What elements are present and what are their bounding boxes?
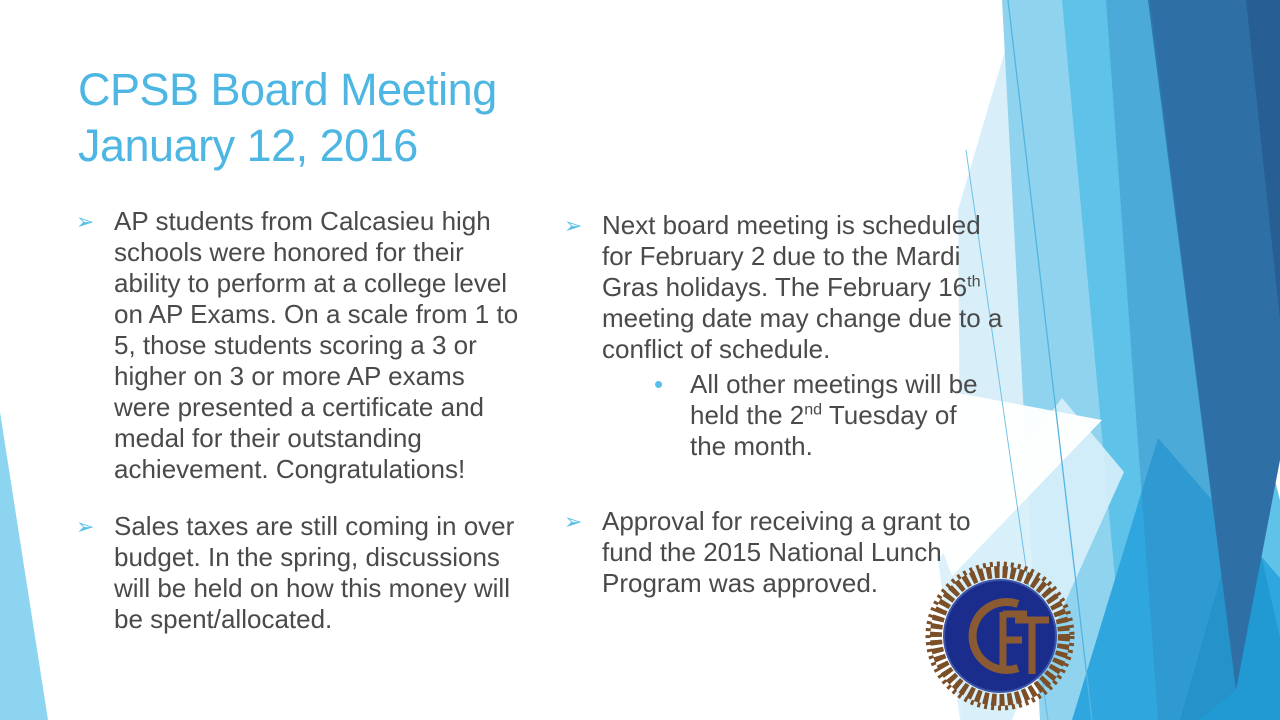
- slide-title-line2: January 12, 2016: [78, 120, 418, 171]
- bullet-arrow-icon: ➢: [76, 209, 95, 234]
- sub-bullet-text: All other meetings will be held the 2nd Tuesday of the month.: [690, 369, 978, 461]
- cft-logo: [919, 554, 1081, 720]
- bullet-item: [564, 210, 1016, 462]
- right-column: [564, 210, 1016, 599]
- bullet-item: [76, 206, 522, 485]
- bullet-arrow-icon: ➢: [564, 509, 583, 534]
- bullet-text: Sales taxes are still coming in over budget. In the spring, discussions will be held on how this money will be spent/allocated.: [114, 511, 515, 634]
- sub-bullet-item: [654, 369, 994, 462]
- bullet-text: AP students from Calcasieu high schools were honored for their ability to perform at a college level on AP Exams. On a scale from 1 to 5, those students scoring a 3 or higher on 3 or more AP exams were presented a certificate and medal for their outstanding achievement. Congratulations!: [114, 206, 519, 484]
- bullet-arrow-icon: ➢: [564, 213, 583, 238]
- bullet-item: [76, 511, 522, 635]
- bullet-dot-icon: •: [654, 369, 664, 399]
- bullet-text: Approval for receiving a grant to fund the 2015 National Lunch Program was approved.: [602, 506, 971, 598]
- bullet-arrow-icon: ➢: [76, 514, 95, 539]
- bullet-text: Next board meeting is scheduled for February 2 due to the Mardi Gras holidays. The February 16th meeting date may change due to a conflict of schedule.: [602, 210, 1003, 364]
- slide-title: [78, 62, 778, 174]
- slide-title-line1: CPSB Board Meeting: [78, 64, 497, 115]
- left-column: [76, 206, 522, 635]
